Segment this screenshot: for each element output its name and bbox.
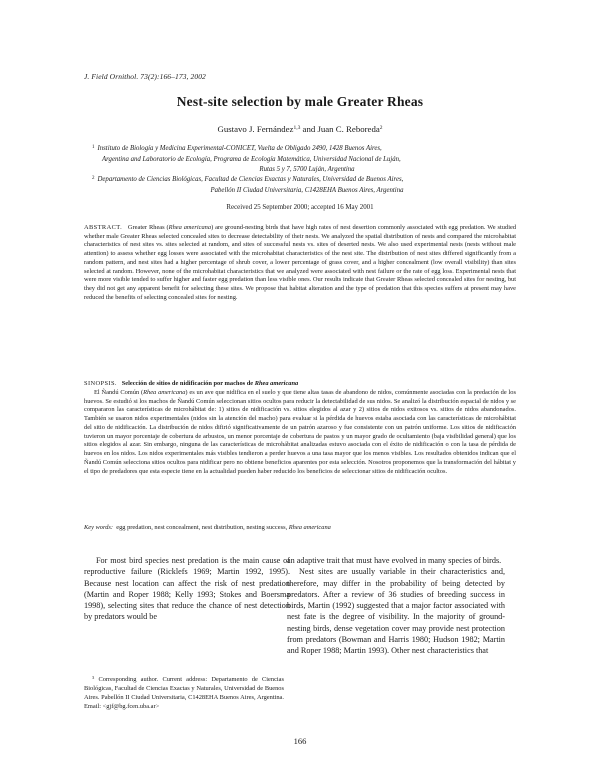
affiliation-1-line-2: Argentina and Laboratorio de Ecología, Programa de Ecología Matemática, Universidad Nacional de Luján, xyxy=(102,155,401,163)
journal-citation: J. Field Ornithol. 73(2):166–173, 2002 xyxy=(84,72,206,81)
abstract-text-2: ) are ground-nesting birds that have high rates of nest desertion commonly associated with egg predation. We studied whether male Greater Rheas selected concealed sites to decrease detectability of their nests. We analyzed the spatial distribution of nests and compared the microhabitat characteristics of nest sites vs. sites selected at random, and sites of successful nests vs. sites of deserted nests. We also used experimental nests (nests without male attention) to assess whether egg losses were associated with the microhabitat characteristics of the nest site. The distribution of nest sites differed significantly from a random pattern, and nest sites had a higher percentage of shrub cover, a lower percentage of grass cover, and a higher concealment (low overall visibility) than sites selected at random. However, none of the microhabitat characteristics that we analyzed were associated with nest failure or the rate of egg loss. Experimental nests that were more visible tended to suffer higher and faster egg predation than less visible ones. Our results indicate that Greater Rheas selected concealed sites for nesting, but they did not get any apparent benefit for selecting these sites. We propose that habitat alteration and the type of predation that this species suffers at present may have reduced the benefits of selecting concealed sites for nesting. xyxy=(84,224,517,301)
keywords xyxy=(84,524,516,533)
left-column-paragraph: For most bird species nest predation is the main cause of reproductive failure (Ricklefs 1969; Martin 1992, 1995). Because nest location can affect the risk of nest predation (Martin and Roper 1988; Kelly 1993; Stokes and Boersma 1998), selecting sites that reduce the chance of nest detection by predators would be xyxy=(84,556,290,622)
body-column-left xyxy=(84,555,290,623)
page-number: 166 xyxy=(293,736,307,746)
author-1-affiliation-mark: 1,3 xyxy=(293,125,301,131)
sinopsis-species: Rhea americana xyxy=(143,388,186,396)
affiliation-2 xyxy=(92,174,522,196)
right-column-paragraph-2: Nest sites are usually variable in their characteristics and, therefore, may differ in the probability of being detected by predators. After a review of 36 studies of breeding success in birds, Martin (1992) suggested that a major factor associated with nest fate is the degree of visibility. In the majority of ground-nesting birds, dense vegetation cover may provide nest protection from predators (Bowman and Harris 1980; Hudson 1982; Martin and Roper 1988; Martin 1993). Other nest characteristics that xyxy=(287,567,505,656)
paper-title: Nest-site selection by male Greater Rheas xyxy=(176,94,424,109)
author-conjunction: and xyxy=(300,124,318,134)
affiliation-1 xyxy=(92,143,522,176)
keywords-text: egg predation, nest concealment, nest distribution, nesting success, xyxy=(116,524,289,531)
affiliation-1-line-1: Instituto de Biología y Medicina Experimental-CONICET, Vuelta de Obligado 2490, 1428 Buenos Aires, xyxy=(97,145,382,152)
sinopsis-title-species: Rhea americana xyxy=(254,380,299,387)
right-column-paragraph-1: an adaptive trait that must have evolved in many species of birds. xyxy=(287,556,502,565)
footnote-mark: 3 xyxy=(92,675,95,680)
affiliation-1-number: 1 xyxy=(92,145,95,150)
author-line xyxy=(0,124,600,134)
affiliation-2-line-2: Pabellón II Ciudad Universitaria, C1428EHA Buenos Aires, Argentina xyxy=(210,186,404,194)
sinopsis-text-2: ) es un ave que nidifica en el suelo y que tiene altas tasas de abandono de nidos, comúnmente asociadas con la predación de los huevos. Se estudió si los machos de Ñandú Común seleccionan sitios ocultos para reducir la detectabilidad de sus nidos. Se analizó la distribución espacial de nidos y se compararon las características de microhábitat de: 1) sitios de nidificación vs. sitios elegidos al azar y 2) sitios de nidos exitosos vs. sitios de nidos abandonados. También se usaron nidos experimentales (nidos sin la atención del macho) para evaluar si la pérdida de huevos estaba asociada con las características de microhábitat del sitio de nidificación. La distribución de nidos difirió significativamente de un patrón azaroso y fue consistente con un patrón uniforme. Los sitios de nidificación tuvieron un mayor porcentaje de cobertura de arbustos, un menor porcentaje de cobertura de pastos y un mayor grado de ocultamiento (baja visibilidad general) que los sitios elegidos al azar. Sin embargo, ninguna de las características de microhábitat analizadas estuvo asociada con el éxito de nidificación o con la tasa de pérdida de huevos en los nidos. Los nidos experimentales más visibles tendieron a perder huevos a una tasa mayor que los menos visibles. Los resultados obtenidos indican que el Ñandú Común selecciona sitios ocultos para nidificar pero no obtiene beneficios aparentes por esta selección. Nosotros proponemos que la transformación del hábitat y el tipo de predadores que esta especie tiene en la actualidad pueden haber reducido los beneficios de seleccionar sitios de nidificación ocultos. xyxy=(84,388,516,475)
abstract-species: Rhea americana xyxy=(168,224,212,231)
abstract-heading: ABSTRACT. xyxy=(84,224,123,231)
sinopsis-text-1: El Ñandú Común ( xyxy=(94,388,144,396)
abstract-text-1: Greater Rheas ( xyxy=(127,224,169,231)
affiliation-2-number: 2 xyxy=(92,176,95,181)
author-1: Gustavo J. Fernández xyxy=(217,124,294,134)
received-dates: Received 25 September 2000; accepted 16 May 2001 xyxy=(226,204,374,211)
sinopsis-body xyxy=(84,389,516,477)
affiliation-1-line-3: Rutas 5 y 7, 5700 Luján, Argentina xyxy=(259,166,355,173)
sinopsis-title-text: Selección de sitios de nidificación por machos de xyxy=(121,380,255,387)
body-column-right xyxy=(287,555,505,657)
sinopsis-title xyxy=(122,380,299,387)
author-2: Juan C. Reboreda xyxy=(317,124,380,134)
affiliation-2-line-1: Departamento de Ciencias Biológicas, Facultad de Ciencias Exactas y Naturales, Universidad de Buenos Aires, xyxy=(97,176,404,183)
corresponding-author-footnote xyxy=(84,673,284,711)
sinopsis-heading: SINOPSIS. xyxy=(84,380,117,387)
sinopsis xyxy=(84,380,516,476)
keywords-label: Key words: xyxy=(84,524,114,531)
keywords-species: Rhea americana xyxy=(288,524,331,531)
abstract xyxy=(84,224,516,302)
author-2-affiliation-mark: 2 xyxy=(379,125,383,131)
footnote-text: Corresponding author. Current address: Departamento de Ciencias Biológicas, Facultad de Ciencias Exactas y Naturales, Universidad de Buenos Aires. Pabellón II Ciudad Universitaria, C1428EHA Buenos Aires, Argentina. Email: <gjf@bg.fcen.uba.ar> xyxy=(84,676,284,710)
